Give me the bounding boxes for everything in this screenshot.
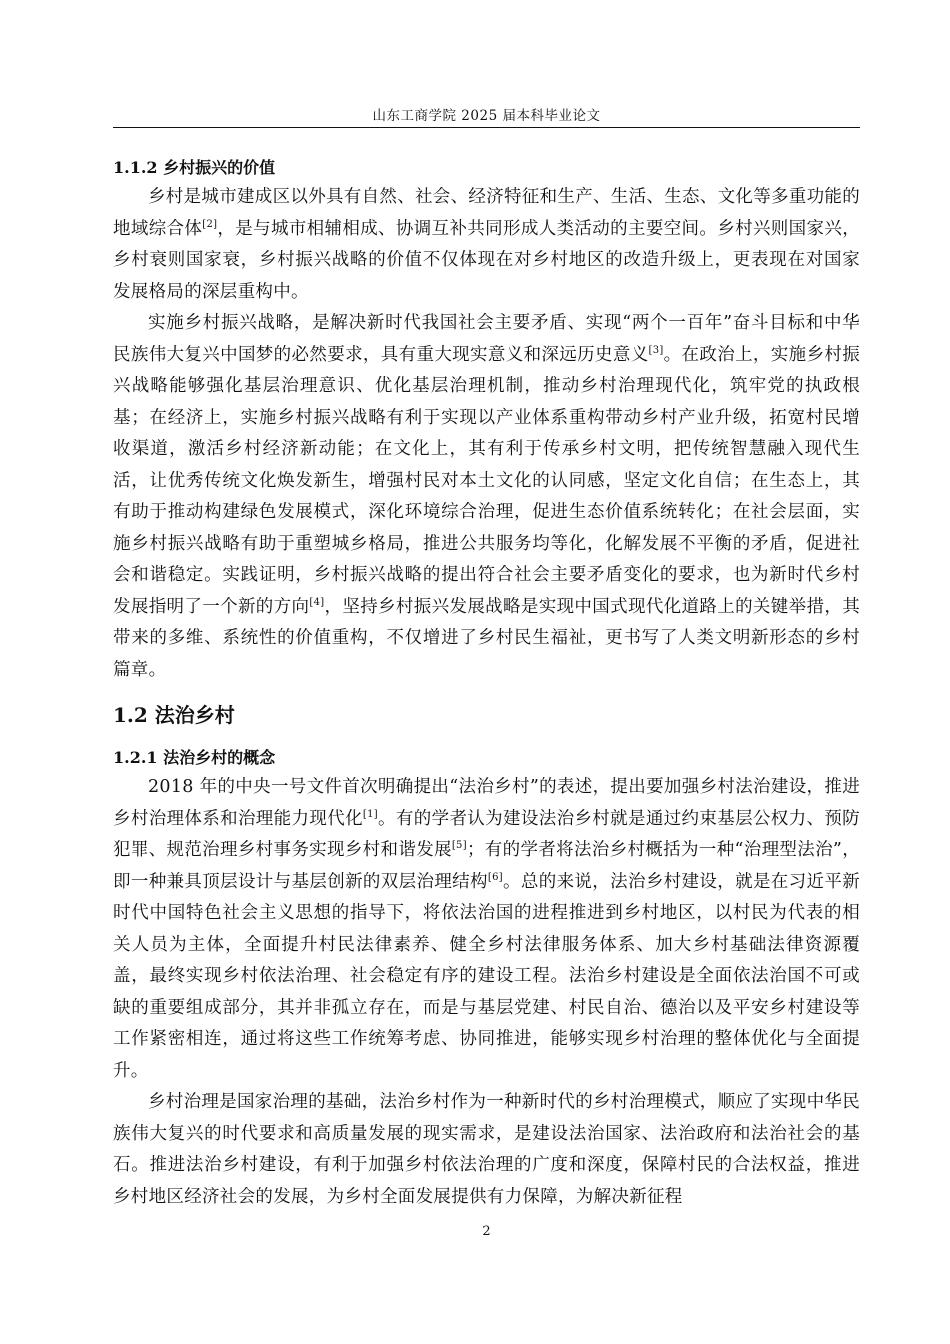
- paragraph-text: 乡村是城市建成区以外具有自然、社会、经济特征和生产、生活、生态、文化等多重功能的地域综合体: [113, 187, 860, 239]
- paragraph: [113, 182, 860, 308]
- page-number: 2: [482, 1224, 491, 1239]
- heading-1-1-2: 1.1.2 乡村振兴的价值: [113, 158, 276, 177]
- paragraph-text: 2018 年的中央一号文件首次明确提出“法治乡村”的表述，提出要加强乡村法治建设，推进乡村治理体系和治理能力现代化: [113, 777, 860, 829]
- paragraph-text: 。有的学者认为建设法治乡村就是通过约束基层公权力、预防犯罪、规范治理乡村事务实现乡村和谐发展: [113, 808, 860, 860]
- body-content: [113, 154, 860, 1213]
- citation: [4]: [309, 596, 325, 608]
- citation: [1]: [362, 808, 378, 820]
- paragraph-text: 。总的来说，法治乡村建设，就是在习近平新时代中国特色社会主义思想的指导下，将依法治国的进程推进到乡村地区，以村民为代表的相关人员为主体，全面提升村民法律素养、健全乡村法律服务体系、加大乡村基础法律资源覆盖，最终实现乡村依法治理、社会稳定有序的建设工程。法治乡村建设是全面依法治国不可或缺的重要组成部分，其并非孤立存在，而是与基层党建、村民自治、德治以及平安乡村建设等工作紧密相连，通过将这些工作统筹考虑、协同推进，能够实现乡村治理的整体优化与全面提升。: [113, 871, 860, 1081]
- citation: [6]: [487, 871, 503, 883]
- citation: [5]: [451, 840, 467, 851]
- paragraph-text: 实施乡村振兴战略，是解决新时代我国社会主要矛盾、实现“两个一百年”奋斗目标和中华民族伟大复兴中国梦的必然要求，具有重大现实意义和深远历史意义: [113, 313, 860, 365]
- paragraph-text: ，是与城市相辅相成、协调互补共同形成人类活动的主要空间。乡村兴则国家兴，乡村衰则国家衰，乡村振兴战略的价值不仅体现在对乡村地区的改造升级上，更表现在对国家发展格局的深层重构中。: [113, 218, 861, 302]
- citation: [2]: [202, 218, 218, 230]
- paragraph-text: 。在政治上，实施乡村振兴战略能够强化基层治理意识、优化基层治理机制，推动乡村治理现代化，筑牢党的执政根基；在经济上，实施乡村振兴战略有利于实现以产业体系重构带动乡村产业升级，拓宽村民增收渠道，激活乡村经济新动能；在文化上，其有利于传承乡村文明，把传统智慧融入现代生活，让优秀传统文化焕发新生，增强村民对本土文化的认同感，坚定文化自信；在生态上，其有助于推动构建绿色发展模式，深化环境综合治理，促进生态价值系统转化；在社会层面，实施乡村振兴战略有助于重塑城乡格局，推进公共服务均等化，化解发展不平衡的矛盾，促进社会和谐稳定。实践证明，乡村振兴战略的提出符合社会主要矛盾变化的要求，也为新时代乡村发展指明了一个新的方向: [113, 344, 860, 617]
- paragraph: [113, 1087, 860, 1213]
- paragraph: [113, 772, 860, 1087]
- header-rule: [113, 127, 860, 128]
- running-header: 山东工商学院 2025 届本科毕业论文: [372, 108, 601, 124]
- paragraph-text: 乡村治理是国家治理的基础，法治乡村作为一种新时代的乡村治理模式，顺应了实现中华民族伟大复兴的时代要求和高质量发展的现实需求，是建设法治国家、法治政府和法治社会的基石。推进法治乡村建设，有利于加强乡村依法治理的广度和深度，保障村民的合法权益，推进乡村地区经济社会的发展，为乡村全面发展提供有力保障，为解决新征程: [113, 1092, 860, 1207]
- paragraph-text: ，坚持乡村振兴发展战略是实现中国式现代化道路上的关键举措，其带来的多维、系统性的价值重构，不仅增进了乡村民生福祉，更书写了人类文明新形态的乡村篇章。: [113, 596, 860, 680]
- paragraph: [113, 308, 860, 686]
- heading-1-2: 1.2 法治乡村: [113, 703, 235, 727]
- heading-1-2-1: 1.2.1 法治乡村的概念: [113, 748, 276, 767]
- paragraph-text: ；有的学者将法治乡村概括为一种“治理型法治”，即一种兼具顶层设计与基层创新的双层治理结构: [113, 840, 860, 892]
- citation: [3]: [648, 344, 664, 356]
